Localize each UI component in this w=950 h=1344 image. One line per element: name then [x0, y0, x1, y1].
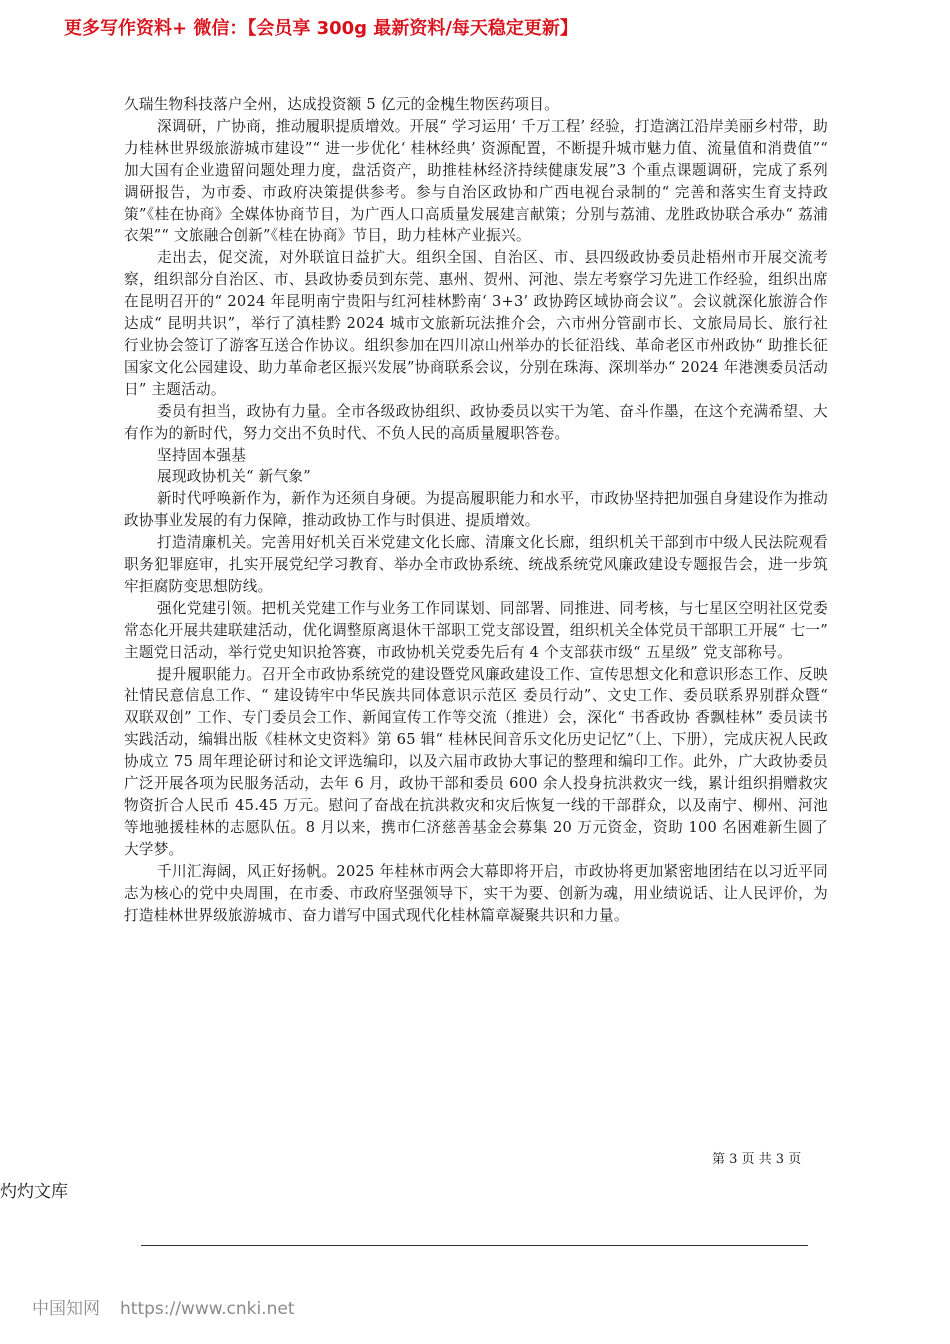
section-heading: 坚持固本强基: [157, 446, 247, 464]
paragraph: 提升履职能力。召开全市政协系统党的建设暨党风廉政建设工作、宣传思想文化和意识形态工作、反映社情民意信息工作、“ 建设铸牢中华民族共同体意识示范区 委员行动”、文史工作、委员联系界别群众暨“ 双联双创” 工作、专门委员会工作、新闻宣传工作等交流（推进）会，深化“ 书香政协 香飘桂林” 委员读书实践活动，编辑出版《桂林文史资料》第 65 辑“ 桂林民间音乐文化历史记忆”（上、下册），完成庆祝人民政协成立 75 周年理论研讨和论文评选编印，以及六届市政协大事记的整理和编印工作。此外，广大政协委员广泛开展各项为民服务活动，去年 6 月，政协干部和委员 600 余人投身抗洪救灾一线，累计组织捐赠救灾物资折合人民币 45.45 万元。慰问了奋战在抗洪救灾和灾后恢复一线的干部群众，以及南宁、柳州、河池等地驰援桂林的志愿队伍。8 月以来，携市仁济慈善基金会募集 20 万元资金，资助 100 名困难新生圆了大学梦。: [124, 665, 828, 858]
paragraph: 千川汇海阔，风正好扬帆。2025 年桂林市两会大幕即将开启，市政协将更加紧密地团结在以习近平同志为核心的党中央周围，在市委、市政府坚强领导下，实干为要、创新为魂，用业绩说话、让人民评价，为打造桂林世界级旅游城市、奋力谱写中国式现代化桂林篇章凝聚共识和力量。: [124, 862, 828, 924]
paragraph: 走出去，促交流，对外联谊日益扩大。组织全国、自治区、市、县四级政协委员赴梧州市开展交流考察，组织部分自治区、市、县政协委员到东莞、惠州、贺州、河池、崇左考察学习先进工作经验，组织出席在昆明召开的“ 2024 年昆明南宁贵阳与红河桂林黔南‘ 3+3’ 政协跨区域协商会议”。会议就深化旅游合作达成“ 昆明共识”，举行了滇桂黔 2024 城市文旅新玩法推介会，六市州分管副市长、文旅局局长、旅行社行业协会签订了游客互送合作协议。组织参加在四川凉山州举办的长征沿线、革命老区市州政协“ 助推长征国家文化公园建设、助力革命老区振兴发展”协商联系会议，分别在珠海、深圳举办“ 2024 年港澳委员活动日” 主题活动。: [124, 249, 828, 398]
footer-watermark: [32, 1294, 294, 1319]
footer-source: 中国知网: [32, 1299, 100, 1319]
site-name: 灼灼文库: [0, 1182, 68, 1202]
page-number: 第 3 页 共 3 页: [712, 1152, 802, 1167]
paragraph: 新时代呼唤新作为，新作为还须自身硬。为提高履职能力和水平，市政协坚持把加强自身建设作为推动政协事业发展的有力保障，推动政协工作与时俱进、提质增效。: [124, 490, 828, 530]
paragraph: 深调研，广协商，推动履职提质增效。开展“ 学习运用‘ 千万工程’ 经验，打造漓江沿岸美丽乡村带，助力桂林世界级旅游城市建设”“ 进一步优化‘ 桂林经典’ 资源配置，不断提升城市魅力值、流量值和消费值”“ 加大国有企业遗留问题处理力度，盘活资产，助推桂林经济持续健康发展”3 个重点课题调研，完成了系列调研报告，为市委、市政府决策提供参考。参与自治区政协和广西电视台录制的“ 完善和落实生育支持政策”《桂在协商》全媒体协商节目，为广西人口高质量发展建言献策；分别与荔浦、龙胜政协联合承办“ 荔浦衣架”“ 文旅融合创新”《桂在协商》节目，助力桂林产业振兴。: [124, 117, 828, 245]
article-body: [124, 94, 828, 926]
footer-divider: [141, 1245, 808, 1246]
paragraph-continuation: 久瑞生物科技落户全州，达成投资额 5 亿元的金槐生物医药项目。: [124, 96, 559, 113]
paragraph: 委员有担当，政协有力量。全市各级政协组织、政协委员以实干为笔、奋斗作墨，在这个充满希望、大有作为的新时代，努力交出不负时代、不负人民的高质量履职答卷。: [124, 402, 828, 442]
paragraph: 打造清廉机关。完善用好机关百米党建文化长廊、清廉文化长廊，组织机关干部到市中级人民法院观看职务犯罪庭审，扎实开展党纪学习教育、举办全市政协系统、统战系统党风廉政建设专题报告会，进一步筑牢拒腐防变思想防线。: [124, 534, 828, 595]
footer-url[interactable]: https://www.cnki.net: [120, 1299, 295, 1319]
promo-banner[interactable]: 更多写作资料+ 微信：【会员享 300g 最新资料/每天稳定更新】: [64, 18, 578, 39]
section-subheading: 展现政协机关“ 新气象”: [157, 468, 311, 486]
paragraph: 强化党建引领。把机关党建工作与业务工作同谋划、同部署、同推进、同考核，与七星区空明社区党委常态化开展共建联建活动，优化调整原离退休干部职工党支部设置，组织机关全体党员干部职工开展“ 七一” 主题党日活动，举行党史知识抢答赛，市政协机关党委先后有 4 个支部获市级“ 五星级” 党支部称号。: [124, 599, 828, 661]
